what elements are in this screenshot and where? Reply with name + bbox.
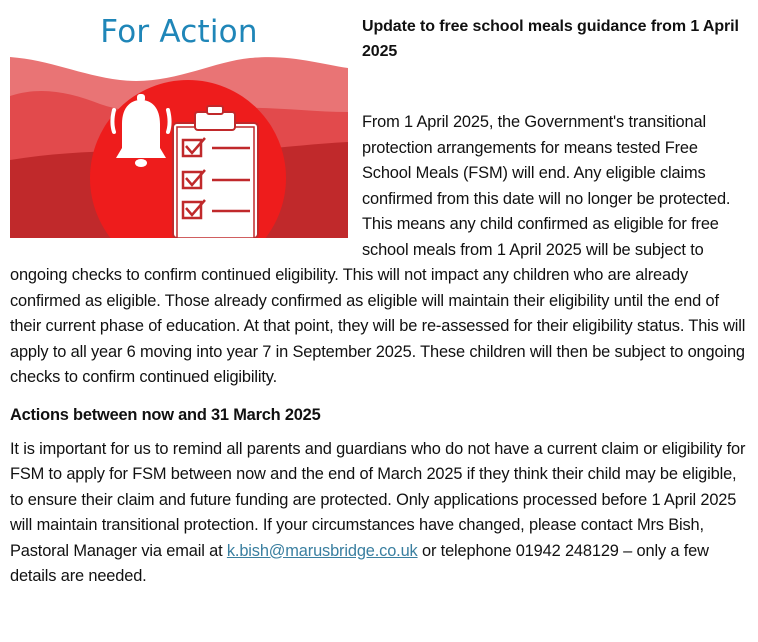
for-action-title: For Action (100, 14, 258, 50)
paragraph-transitional-protection: From 1 April 2025, the Government's transitional protection arrangements for means tested Free School Meals (FSM) will end. Any eligible claims confirmed from this date will no longer be protected. This means any child confirmed as eligible for free school meals from 1 April 2025 will be subject to ongoing checks to confirm continued eligibility. This will not impact any children who are already confirmed as eligible. Those already confirmed as eligible will maintain their eligibility until the end of their current phase of education. At that point, they will be re-assessed for their eligibility status. This will apply to all year 6 moving into year 7 in September 2025. These children will then be subject to ongoing checks to confirm continued eligibility. (10, 113, 746, 386)
paragraph-actions (10, 437, 750, 590)
email-link[interactable]: k.bish@marusbridge.co.uk (226, 541, 418, 560)
clipboard-checklist-icon (173, 106, 258, 238)
section-heading-actions: Actions between now and 31 March 2025 (10, 405, 321, 424)
article (10, 0, 750, 590)
paragraph-actions-tail: or telephone 01942 248129 – only a few details are needed. (10, 541, 709, 585)
for-action-image (10, 0, 348, 238)
paragraph-actions-text: It is important for us to remind all parents and guardians who do not have a current claim or eligibility for FSM to apply for FSM between now and the end of March 2025 if they think their child may be eligible, to ensure their claim and future funding are protected. Only applications processed before 1 April 2025 will maintain transitional protection. If your circumstances have changed, please contact Mrs Bish, Pastoral Manager via email at (10, 439, 746, 560)
article-headline: Update to free school meals guidance from 1 April 2025 (362, 18, 739, 60)
